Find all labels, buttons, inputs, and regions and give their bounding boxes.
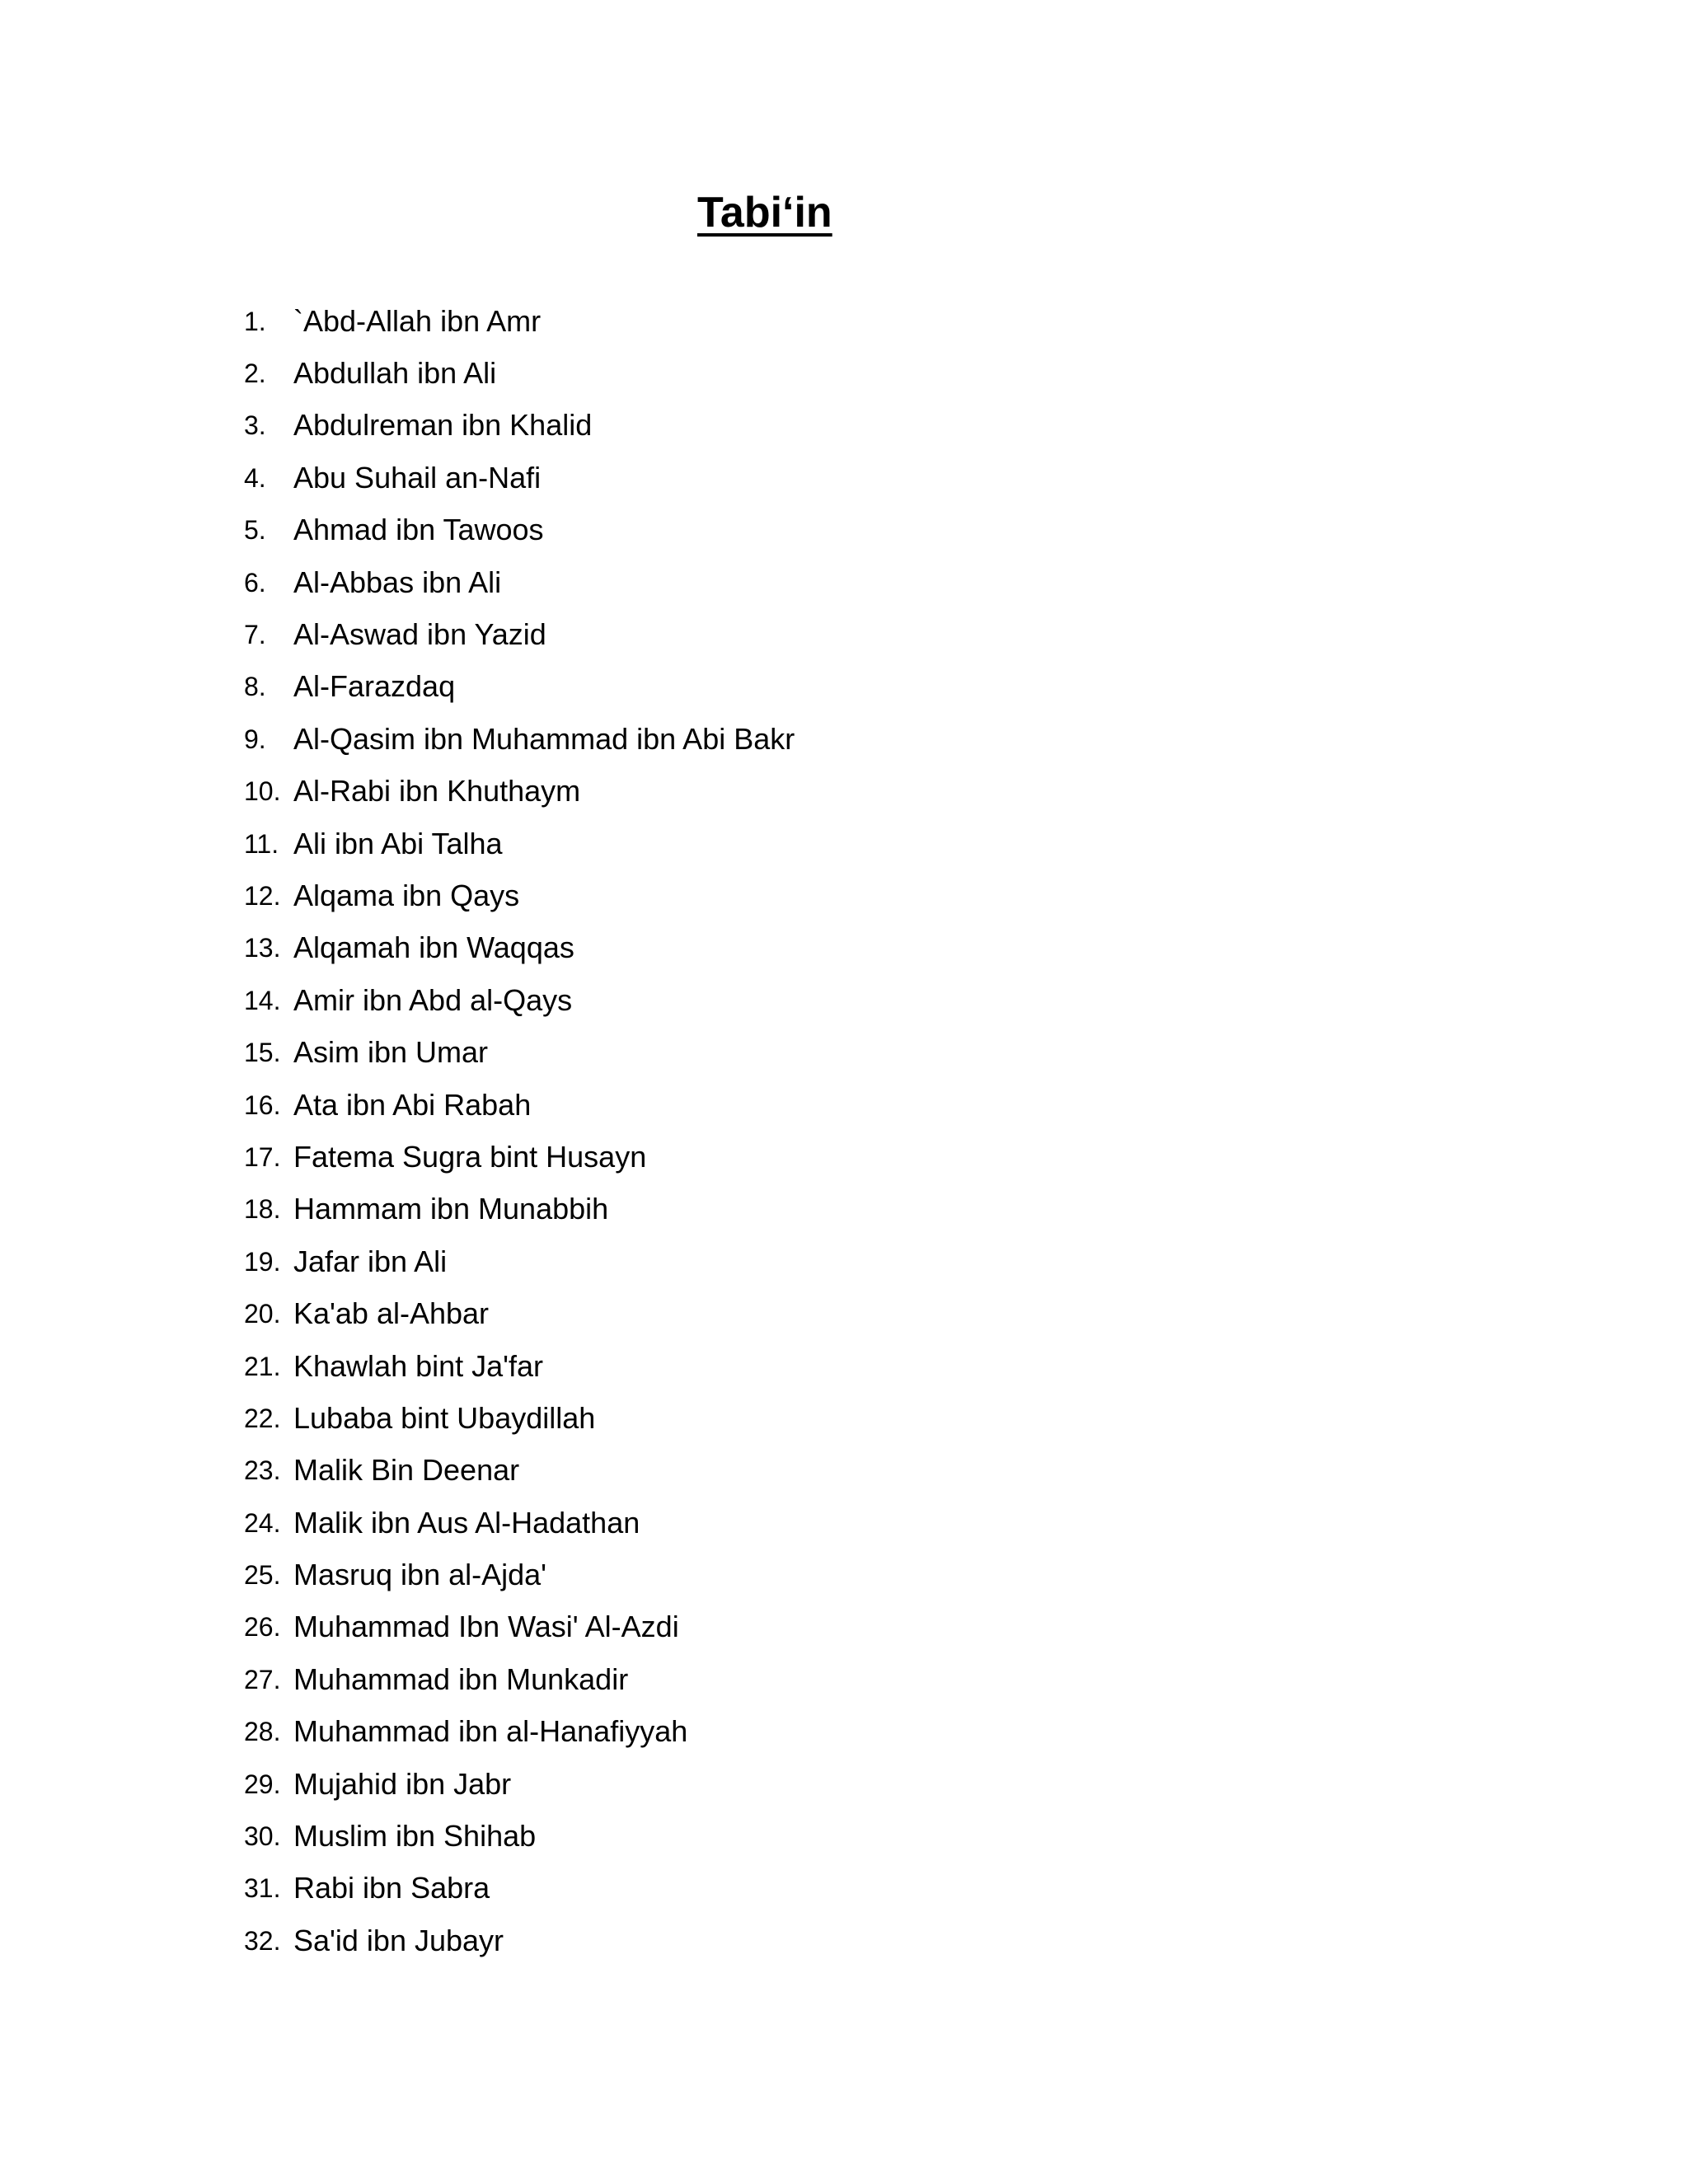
item-number: 31. — [244, 1873, 281, 1904]
item-number: 20. — [244, 1299, 281, 1329]
item-number: 29. — [244, 1769, 281, 1799]
item-name: Muhammad ibn al-Hanafiyyah — [293, 1714, 688, 1749]
item-name: Ahmad ibn Tawoos — [293, 513, 544, 547]
item-number: 13. — [244, 933, 281, 963]
item-name: Al-Farazdaq — [293, 669, 456, 704]
item-name: Abdulreman ibn Khalid — [293, 408, 593, 443]
item-name: Asim ibn Umar — [293, 1035, 489, 1070]
item-number: 8. — [244, 672, 266, 702]
item-number: 9. — [244, 724, 266, 754]
item-number: 21. — [244, 1351, 281, 1381]
item-name: Alqamah ibn Waqqas — [293, 930, 574, 965]
item-name: Amir ibn Abd al-Qays — [293, 982, 573, 1017]
item-name: Malik ibn Aus Al-Hadathan — [293, 1505, 640, 1540]
item-name: Hammam ibn Munabbih — [293, 1192, 609, 1226]
item-number: 2. — [244, 359, 266, 389]
item-number: 22. — [244, 1403, 281, 1433]
item-number: 26. — [244, 1612, 281, 1643]
item-number: 3. — [244, 410, 266, 441]
item-name: Malik Bin Deenar — [293, 1453, 520, 1488]
item-number: 10. — [244, 776, 281, 807]
item-name: Muhammad Ibn Wasi' Al-Azdi — [293, 1610, 679, 1644]
item-name: Jafar ibn Ali — [293, 1244, 448, 1278]
item-name: Muslim ibn Shihab — [293, 1819, 537, 1854]
item-number: 11. — [244, 828, 279, 859]
item-number: 18. — [244, 1194, 281, 1225]
item-name: Rabi ibn Sabra — [293, 1871, 490, 1905]
item-name: Ali ibn Abi Talha — [293, 826, 503, 860]
item-name: Fatema Sugra bint Husayn — [293, 1139, 647, 1174]
item-name: Al-Rabi ibn Khuthaym — [293, 774, 581, 808]
item-number: 14. — [244, 985, 281, 1015]
item-number: 19. — [244, 1246, 281, 1277]
page-title: Tabi‘in — [697, 189, 832, 237]
item-number: 4. — [244, 462, 266, 493]
item-name: Khawlah bint Ja'far — [293, 1348, 544, 1383]
item-name: Ata ibn Abi Rabah — [293, 1087, 532, 1122]
item-name: Mujahid ibn Jabr — [293, 1766, 512, 1801]
item-name: Al-Qasim ibn Muhammad ibn Abi Bakr — [293, 721, 795, 756]
item-number: 15. — [244, 1038, 281, 1068]
item-name: Abu Suhail an-Nafi — [293, 460, 542, 494]
item-number: 23. — [244, 1455, 281, 1486]
item-number: 6. — [244, 567, 266, 598]
item-number: 16. — [244, 1090, 281, 1120]
item-number: 28. — [244, 1717, 281, 1747]
item-name: Lubaba bint Ubaydillah — [293, 1400, 596, 1435]
item-number: 30. — [244, 1821, 281, 1852]
item-name: Al-Abbas ibn Ali — [293, 565, 502, 599]
item-name: Abdullah ibn Ali — [293, 356, 497, 391]
item-number: 7. — [244, 620, 266, 650]
item-number: 1. — [244, 306, 266, 336]
item-number: 5. — [244, 515, 266, 546]
item-name: Muhammad ibn Munkadir — [293, 1661, 629, 1696]
item-name: `Abd-Allah ibn Amr — [293, 303, 542, 338]
item-number: 12. — [244, 880, 281, 911]
item-name: Al-Aswad ibn Yazid — [293, 617, 546, 652]
item-number: 27. — [244, 1664, 281, 1694]
item-number: 25. — [244, 1560, 281, 1591]
item-name: Sa'id ibn Jubayr — [293, 1923, 504, 1957]
item-name: Masruq ibn al-Ajda' — [293, 1558, 547, 1592]
item-number: 24. — [244, 1507, 281, 1538]
item-name: Ka'ab al-Ahbar — [293, 1296, 490, 1331]
item-number: 32. — [244, 1925, 281, 1956]
item-number: 17. — [244, 1141, 281, 1172]
item-name: Alqama ibn Qays — [293, 878, 520, 912]
